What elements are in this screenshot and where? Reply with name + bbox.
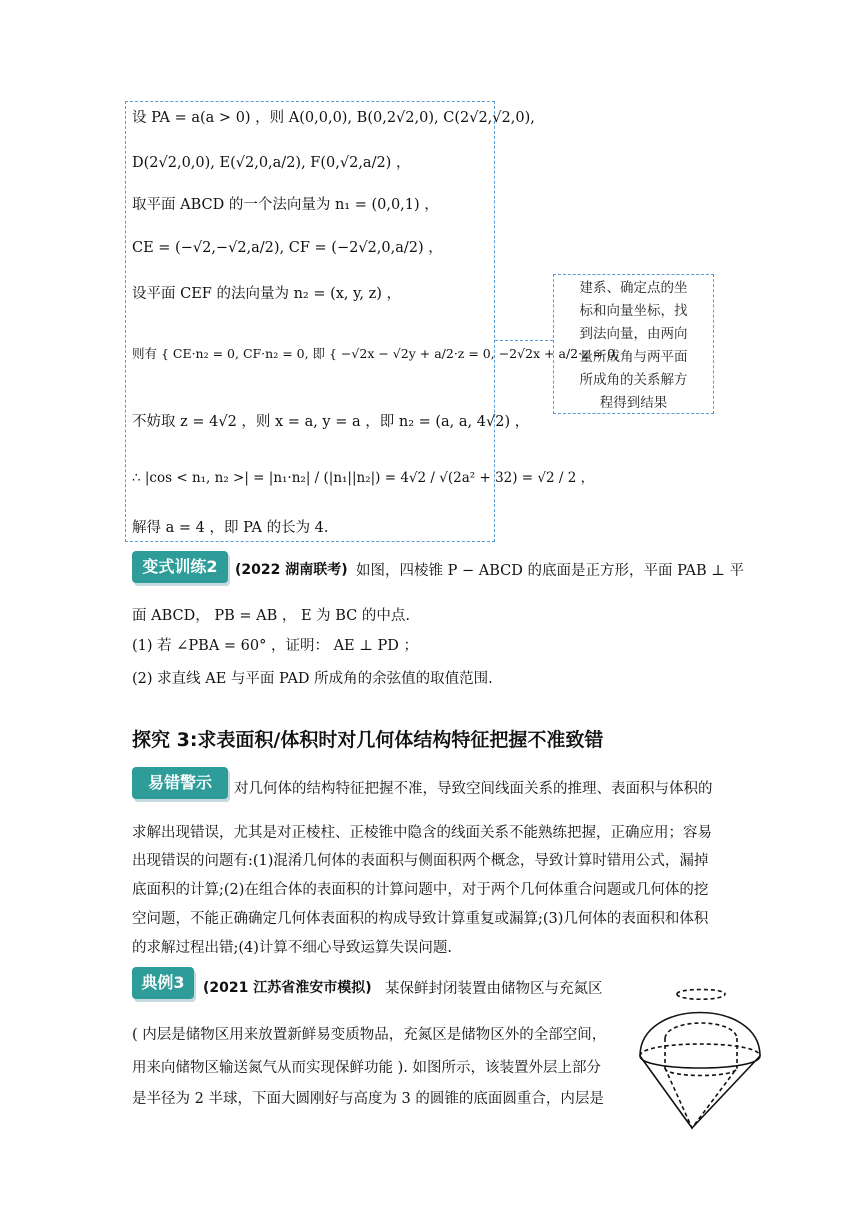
variant-source: (2022 湖南联考) [235,562,348,578]
variant-badge: 变式训练2 [132,551,228,583]
side-note-line-2: 标和向量坐标，找 [579,303,688,319]
hemisphere-cone-figure [630,968,770,1136]
solution-line-9: 解得 a = 4 ，即 PA 的长为 4. [132,520,329,536]
solution-line-8: ∴ |cos < n₁, n₂ >| = |n₁·n₂| / (|n₁||n₂|) = 4√2 / √(2a² + 32) = √2 / 2 ， [132,470,595,486]
variant-line-1: 如图，四棱锥 P − ABCD 的底面是正方形，平面 PAB ⊥ 平 [356,563,744,579]
solution-line-3: 取平面 ABCD 的一个法向量为 n₁ = (0,0,1) ， [132,197,439,213]
connector-line [495,340,553,341]
side-note-line-5: 所成角的关系解方 [579,372,688,388]
example-line-3: 用来向储物区输送氮气从而实现保鲜功能 ). 如图所示，该装置外层上部分 [132,1060,601,1076]
warning-line-1: 对几何体的结构特征把握不准，导致空间线面关系的推理、表面积与体积的 [234,781,713,797]
variant-question-1: (1) 若 ∠PBA = 60° ，证明： AE ⊥ PD ； [132,638,418,654]
warning-line-2: 求解出现错误，尤其是对正棱柱、正棱锥中隐含的线面关系不能熟练把握，正确应用；容易 [132,825,712,841]
example-line-4: 是半径为 2 半球，下面大圆刚好与高度为 3 的圆锥的底面圆重合，内层是 [132,1091,604,1107]
side-note-line-6: 程得到结果 [599,395,668,411]
side-note-line-3: 到法向量，由两向 [579,326,688,342]
warning-line-6: 的求解过程出错;(4)计算不细心导致运算失误问题. [132,940,453,956]
solution-line-7: 不妨取 z = 4√2 ，则 x = a, y = a ，即 n₂ = (a, a, 4√2) ， [132,414,530,430]
example-badge: 典例3 [132,967,194,999]
variant-question-2: (2) 求直线 AE 与平面 PAD 所成角的余弦值的取值范围. [132,671,493,687]
warning-line-4: 底面积的计算;(2)在组合体的表面积的计算问题中，对于两个几何体重合问题或几何体的挖 [132,882,709,898]
solution-line-1: 设 PA = a(a > 0) ，则 A(0,0,0), B(0,2√2,0), C(2√2,√2,0), [132,110,535,126]
solution-line-6: 则有 { CE·n₂ = 0, CF·n₂ = 0, 即 { −√2x − √2y + a/2·z = 0, −2√2x + a/2·z = 0, [132,346,620,361]
warning-line-3: 出现错误的问题有:(1)混淆几何体的表面积与侧面积两个概念，导致计算时错用公式，漏掉 [132,853,709,869]
solution-line-4: CE = (−√2,−√2,a/2), CF = (−2√2,0,a/2) ， [132,240,443,256]
example-line-1: 某保鲜封闭装置由储物区与充氮区 [385,981,603,997]
example-source: (2021 江苏省淮安市模拟) [203,980,372,996]
variant-line-2: 面 ABCD， PB = AB ， E 为 BC 的中点. [132,608,410,624]
warning-badge: 易错警示 [132,767,228,799]
solution-line-2: D(2√2,0,0), E(√2,0,a/2), F(0,√2,a/2) ， [132,155,411,171]
solution-line-5: 设平面 CEF 的法向量为 n₂ = (x, y, z) ， [132,286,402,302]
example-line-2: ( 内层是储物区用来放置新鲜易变质物品，充氮区是储物区外的全部空间， [132,1027,607,1043]
warning-line-5: 空问题，不能正确确定几何体表面积的构成导致计算重复或漏算;(3)几何体的表面积和体积 [132,911,709,927]
side-note-line-4: 量所成角与两平面 [579,349,688,365]
section-title: 探究 3:求表面积/体积时对几何体结构特征把握不准致错 [132,729,604,751]
side-note-line-1: 建系、确定点的坐 [579,280,688,296]
